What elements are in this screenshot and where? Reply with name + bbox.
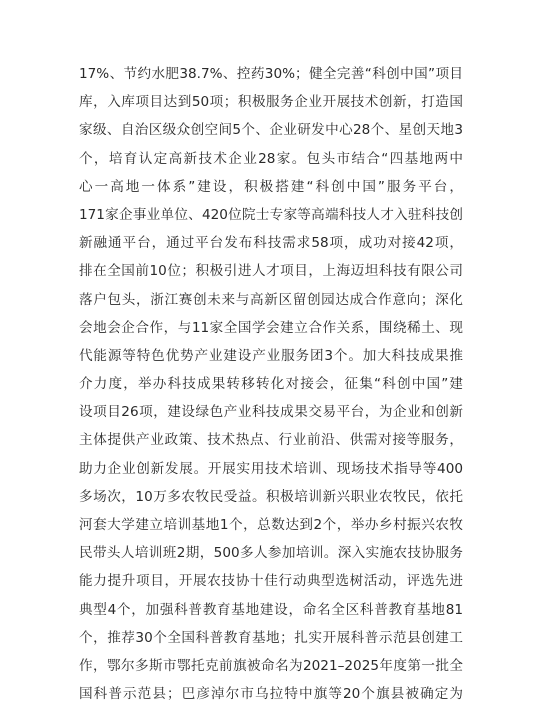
text-line: 典型4个，加强科普教育基地建设，命名全区科普教育基地81 [79,601,463,618]
text-line: 民带头人培训班2期，500多人参加培训。深入实施农技协服务 [79,545,463,562]
text-line: 河套大学建立培训基地1个，总数达到2个，举办乡村振兴农牧 [79,517,463,533]
text-line: 会地会企合作，与11家全国学会建立合作关系，围绕稀土、现 [79,319,463,336]
text-line: 能力提升项目，开展农技协十佳行动典型选树活动，评选先进 [79,573,463,590]
text-line: 介力度，举办科技成果转移转化对接会，征集“科创中国”建 [79,376,463,393]
text-line: 个，培育认定高新技术企业28家。包头市结合“四基地两中 [79,150,463,167]
text-line: 国科普示范县；巴彦淖尔市乌拉特中旗等20个旗县被确定为 [79,686,463,703]
text-line: 新融通平台，通过平台发布科技需求58项，成功对接42项， [79,235,463,252]
text-line: 多场次，10万多农牧民受益。积极培训新兴职业农牧民，依托 [79,488,463,505]
text-line: 心一高地一体系”建设，积极搭建“科创中国”服务平台， [79,178,463,195]
text-line: 库，入库项目达到50项；积极服务企业开展技术创新，打造国 [79,94,463,111]
text-line: 个，推荐30个全国科普教育基地；扎实开展科普示范县创建工 [79,629,463,646]
text-line: 家级、自治区级众创空间5个、企业研发中心28个、星创天地3 [79,122,463,139]
text-line: 设项目26项，建设绿色产业科技成果交易平台，为企业和创新 [79,404,463,421]
text-line: 17%、节约水肥38.7%、控药30%；健全完善“科创中国”项目 [79,66,463,82]
text-line: 落户包头，浙江赛创未来与高新区留创园达成合作意向；深化 [79,291,463,308]
text-line: 助力企业创新发展。开展实用技术培训、现场技术指导等400 [79,460,463,477]
text-line: 作，鄂尔多斯市鄂托克前旗被命名为2021–2025年度第一批全 [79,657,463,674]
text-line: 171家企事业单位、420位院士专家等高端科技人才入驻科技创 [79,206,463,223]
text-line: 排在全国前10位；积极引进人才项目，上海迈坦科技有限公司 [79,263,463,280]
text-line: 代能源等特色优势产业建设产业服务团3个。加大科技成果推 [79,347,463,364]
body-paragraph [79,60,463,708]
text-line: 主体提供产业政策、技术热点、行业前沿、供需对接等服务， [79,432,463,449]
